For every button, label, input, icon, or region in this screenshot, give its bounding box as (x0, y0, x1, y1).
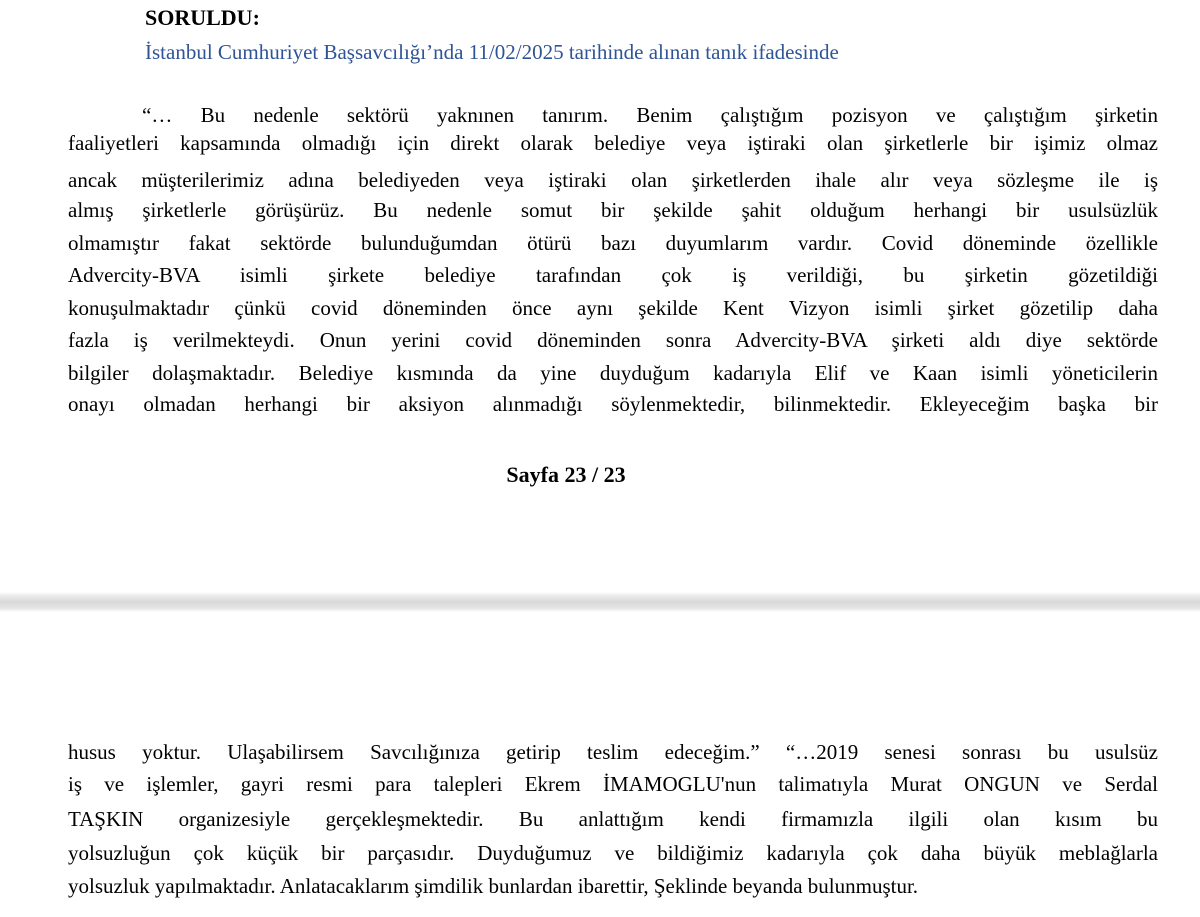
page-separator (0, 592, 1200, 612)
testimony-line: konuşulmaktadır çünkü covid döneminden önce aynı şekilde Kent Vizyon isimli şirket gözetilip daha (68, 296, 1158, 320)
document-page-bottom (0, 612, 1200, 917)
testimony-line: faaliyetleri kapsamında olmadığı için direkt olarak belediye veya iştiraki olan şirketlerle bir işimiz olmaz (68, 131, 1158, 155)
testimony-line: husus yoktur. Ulaşabilirsem Savcılığınıza getirip teslim edeceğim.” “…2019 senesi sonrası bu usulsüz (68, 740, 1158, 764)
testimony-line: TAŞKIN organizesiyle gerçekleşmektedir. Bu anlattığım kendi firmamızla ilgili olan kısım bu (68, 807, 1158, 831)
testimony-line: olmamıştır fakat sektörde bulunduğumdan ötürü bazı duyumlarım vardır. Covid döneminde özellikle (68, 231, 1158, 255)
testimony-line: ancak müşterilerimiz adına belediyeden veya iştiraki olan şirketlerden ihale alır veya sözleşme ile iş (68, 168, 1158, 192)
testimony-line: bilgiler dolaşmaktadır. Belediye kısmında da yine duyduğum kadarıyla Elif ve Kaan isimli yöneticilerin (68, 361, 1158, 385)
testimony-line: almış şirketlerle görüşürüz. Bu nedenle somut bir şekilde şahit olduğum herhangi bir usulsüzlük (68, 198, 1158, 222)
testimony-line: iş ve işlemler, gayri resmi para talepleri Ekrem İMAMOGLU'nun talimatıyla Murat ONGUN ve Serdal (68, 772, 1158, 796)
testimony-line: Advercity-BVA isimli şirkete belediye tarafından çok iş verildiği, bu şirketin gözetildiği (68, 263, 1158, 287)
testimony-line: yolsuzluğun çok küçük bir parçasıdır. Duyduğumuz ve bildiğimiz kadarıyla çok daha büyük meblağlarla (68, 841, 1158, 865)
testimony-line: fazla iş verilmekteydi. Onun yerini covid döneminden sonra Advercity-BVA şirketi aldı diye sektörde (68, 328, 1158, 352)
testimony-line: onayı olmadan herhangi bir aksiyon alınmadığı söylenmektedir, bilinmektedir. Ekleyeceğim başka bir (68, 392, 1158, 416)
testimony-source-heading: İstanbul Cumhuriyet Başsavcılığı’nda 11/02/2025 tarihinde alınan tanık ifadesinde (145, 40, 839, 64)
testimony-line: yolsuzluk yapılmaktadır. Anlatacaklarım şimdilik bunlardan ibarettir, Şeklinde beyanda bulunmuştur. (68, 874, 919, 898)
section-heading: SORULDU: (145, 5, 260, 30)
testimony-line: “… Bu nedenle sektörü yaknınen tanırım. Benim çalıştığım pozisyon ve çalıştığım şirketin (142, 103, 1158, 127)
page-number: Sayfa 23 / 23 (506, 462, 626, 487)
